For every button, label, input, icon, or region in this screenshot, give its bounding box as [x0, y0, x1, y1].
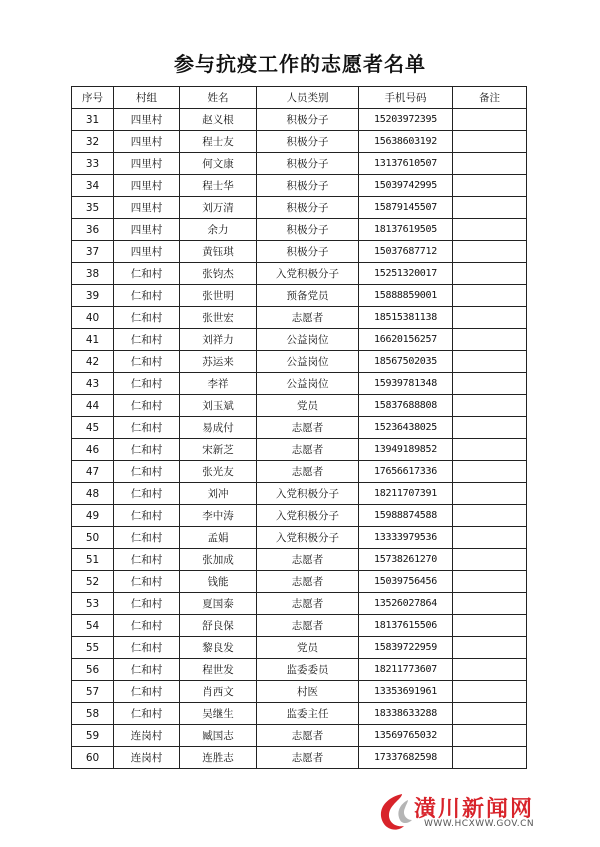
cell-category: 积极分子: [257, 197, 359, 219]
table-row: [72, 505, 527, 527]
cell-village: 仁和村: [114, 549, 180, 571]
cell-phone: 18338633288: [359, 703, 453, 725]
cell-remarks: [453, 439, 527, 461]
cell-remarks: [453, 131, 527, 153]
cell-index: 51: [72, 549, 114, 571]
header-category: 人员类别: [257, 87, 359, 109]
cell-name: 苏运来: [180, 351, 257, 373]
cell-remarks: [453, 637, 527, 659]
table-row: [72, 571, 527, 593]
cell-category: 志愿者: [257, 615, 359, 637]
cell-village: 仁和村: [114, 703, 180, 725]
cell-phone: 18211707391: [359, 483, 453, 505]
cell-name: 宋新芝: [180, 439, 257, 461]
cell-village: 连岗村: [114, 725, 180, 747]
cell-phone: 15939781348: [359, 373, 453, 395]
cell-index: 44: [72, 395, 114, 417]
table-header-row: [72, 87, 527, 109]
cell-village: 仁和村: [114, 505, 180, 527]
volunteer-table: [71, 86, 527, 769]
cell-index: 42: [72, 351, 114, 373]
cell-name: 黄钰琪: [180, 241, 257, 263]
table-row: [72, 527, 527, 549]
cell-name: 张世明: [180, 285, 257, 307]
table-row: [72, 153, 527, 175]
table-row: [72, 439, 527, 461]
table-row: [72, 593, 527, 615]
cell-remarks: [453, 483, 527, 505]
cell-remarks: [453, 285, 527, 307]
cell-name: 李祥: [180, 373, 257, 395]
cell-phone: 18515381138: [359, 307, 453, 329]
cell-category: 志愿者: [257, 725, 359, 747]
cell-phone: 18567502035: [359, 351, 453, 373]
cell-index: 39: [72, 285, 114, 307]
cell-village: 仁和村: [114, 637, 180, 659]
cell-name: 程士华: [180, 175, 257, 197]
cell-phone: 15988874588: [359, 505, 453, 527]
table-row: [72, 725, 527, 747]
cell-phone: 15039742995: [359, 175, 453, 197]
cell-name: 刘冲: [180, 483, 257, 505]
table-row: [72, 307, 527, 329]
table-row: [72, 549, 527, 571]
cell-category: 公益岗位: [257, 373, 359, 395]
cell-category: 志愿者: [257, 549, 359, 571]
cell-index: 59: [72, 725, 114, 747]
cell-remarks: [453, 681, 527, 703]
cell-index: 53: [72, 593, 114, 615]
table-row: [72, 351, 527, 373]
header-remarks: 备注: [453, 87, 527, 109]
cell-phone: 15837688808: [359, 395, 453, 417]
table-row: [72, 109, 527, 131]
cell-name: 孟娟: [180, 527, 257, 549]
cell-village: 四里村: [114, 241, 180, 263]
cell-phone: 18137619505: [359, 219, 453, 241]
site-name: 潢川新闻网: [414, 797, 535, 822]
cell-index: 33: [72, 153, 114, 175]
table-row: [72, 637, 527, 659]
cell-category: 积极分子: [257, 219, 359, 241]
cell-name: 李中涛: [180, 505, 257, 527]
cell-village: 仁和村: [114, 395, 180, 417]
cell-remarks: [453, 571, 527, 593]
cell-category: 党员: [257, 637, 359, 659]
cell-index: 36: [72, 219, 114, 241]
table-row: [72, 285, 527, 307]
cell-index: 55: [72, 637, 114, 659]
cell-category: 志愿者: [257, 417, 359, 439]
cell-name: 夏国泰: [180, 593, 257, 615]
cell-phone: 15879145507: [359, 197, 453, 219]
cell-village: 四里村: [114, 109, 180, 131]
cell-phone: 15888859001: [359, 285, 453, 307]
cell-remarks: [453, 241, 527, 263]
cell-phone: 17337682598: [359, 747, 453, 769]
table-row: [72, 395, 527, 417]
cell-category: 入党积极分子: [257, 527, 359, 549]
cell-category: 志愿者: [257, 571, 359, 593]
cell-category: 积极分子: [257, 241, 359, 263]
cell-name: 张钧杰: [180, 263, 257, 285]
cell-village: 仁和村: [114, 681, 180, 703]
cell-index: 43: [72, 373, 114, 395]
cell-category: 志愿者: [257, 307, 359, 329]
cell-phone: 18137615506: [359, 615, 453, 637]
cell-village: 四里村: [114, 153, 180, 175]
cell-phone: 15037687712: [359, 241, 453, 263]
cell-index: 40: [72, 307, 114, 329]
cell-index: 52: [72, 571, 114, 593]
cell-index: 60: [72, 747, 114, 769]
cell-name: 刘玉斌: [180, 395, 257, 417]
cell-remarks: [453, 329, 527, 351]
table-row: [72, 373, 527, 395]
cell-remarks: [453, 505, 527, 527]
cell-name: 赵义根: [180, 109, 257, 131]
cell-phone: 15039756456: [359, 571, 453, 593]
table-row: [72, 175, 527, 197]
cell-category: 入党积极分子: [257, 483, 359, 505]
cell-remarks: [453, 593, 527, 615]
header-index: 序号: [72, 87, 114, 109]
cell-index: 45: [72, 417, 114, 439]
cell-village: 四里村: [114, 197, 180, 219]
cell-phone: 15251320017: [359, 263, 453, 285]
cell-village: 仁和村: [114, 351, 180, 373]
cell-village: 仁和村: [114, 285, 180, 307]
red-swoosh-logo-icon: [372, 790, 418, 834]
cell-index: 57: [72, 681, 114, 703]
cell-remarks: [453, 307, 527, 329]
cell-remarks: [453, 747, 527, 769]
table-row: [72, 263, 527, 285]
site-watermark: [372, 790, 572, 834]
cell-index: 38: [72, 263, 114, 285]
cell-index: 47: [72, 461, 114, 483]
site-url: WWW.HCXWW.GOV.CN: [424, 819, 535, 829]
cell-name: 易成付: [180, 417, 257, 439]
cell-remarks: [453, 153, 527, 175]
cell-name: 张加成: [180, 549, 257, 571]
cell-phone: 18211773607: [359, 659, 453, 681]
cell-category: 村医: [257, 681, 359, 703]
table-row: [72, 241, 527, 263]
cell-phone: 13526027864: [359, 593, 453, 615]
table-row: [72, 483, 527, 505]
cell-village: 四里村: [114, 131, 180, 153]
cell-remarks: [453, 703, 527, 725]
cell-index: 34: [72, 175, 114, 197]
cell-name: 钱能: [180, 571, 257, 593]
cell-village: 四里村: [114, 219, 180, 241]
cell-phone: 15203972395: [359, 109, 453, 131]
table-row: [72, 417, 527, 439]
cell-village: 仁和村: [114, 615, 180, 637]
cell-category: 党员: [257, 395, 359, 417]
cell-phone: 13333979536: [359, 527, 453, 549]
cell-name: 张世宏: [180, 307, 257, 329]
cell-remarks: [453, 395, 527, 417]
cell-village: 仁和村: [114, 571, 180, 593]
cell-index: 46: [72, 439, 114, 461]
cell-village: 仁和村: [114, 263, 180, 285]
table-row: [72, 131, 527, 153]
cell-name: 肖西文: [180, 681, 257, 703]
cell-remarks: [453, 351, 527, 373]
cell-name: 何文康: [180, 153, 257, 175]
cell-name: 黎良发: [180, 637, 257, 659]
cell-name: 刘万清: [180, 197, 257, 219]
cell-category: 积极分子: [257, 175, 359, 197]
cell-name: 余力: [180, 219, 257, 241]
cell-phone: 15839722959: [359, 637, 453, 659]
cell-name: 连胜志: [180, 747, 257, 769]
cell-village: 四里村: [114, 175, 180, 197]
cell-remarks: [453, 373, 527, 395]
cell-name: 刘祥力: [180, 329, 257, 351]
header-name: 姓名: [180, 87, 257, 109]
cell-village: 仁和村: [114, 659, 180, 681]
cell-category: 积极分子: [257, 153, 359, 175]
cell-index: 31: [72, 109, 114, 131]
cell-remarks: [453, 175, 527, 197]
cell-index: 49: [72, 505, 114, 527]
cell-index: 56: [72, 659, 114, 681]
cell-remarks: [453, 263, 527, 285]
cell-category: 入党积极分子: [257, 505, 359, 527]
cell-village: 仁和村: [114, 439, 180, 461]
cell-category: 公益岗位: [257, 329, 359, 351]
table-row: [72, 659, 527, 681]
cell-category: 志愿者: [257, 593, 359, 615]
cell-index: 50: [72, 527, 114, 549]
cell-village: 仁和村: [114, 329, 180, 351]
cell-name: 程世发: [180, 659, 257, 681]
cell-village: 仁和村: [114, 307, 180, 329]
cell-index: 41: [72, 329, 114, 351]
cell-remarks: [453, 417, 527, 439]
cell-phone: 13137610507: [359, 153, 453, 175]
header-village: 村组: [114, 87, 180, 109]
cell-category: 入党积极分子: [257, 263, 359, 285]
cell-category: 积极分子: [257, 131, 359, 153]
cell-category: 志愿者: [257, 747, 359, 769]
cell-phone: 15738261270: [359, 549, 453, 571]
cell-name: 舒良保: [180, 615, 257, 637]
cell-category: 志愿者: [257, 461, 359, 483]
cell-name: 张光友: [180, 461, 257, 483]
cell-index: 37: [72, 241, 114, 263]
cell-category: 监委委员: [257, 659, 359, 681]
table-row: [72, 681, 527, 703]
cell-phone: 17656617336: [359, 461, 453, 483]
table-row: [72, 747, 527, 769]
table-row: [72, 703, 527, 725]
cell-village: 仁和村: [114, 417, 180, 439]
table-row: [72, 461, 527, 483]
cell-village: 仁和村: [114, 527, 180, 549]
cell-name: 程士友: [180, 131, 257, 153]
cell-remarks: [453, 725, 527, 747]
cell-index: 35: [72, 197, 114, 219]
cell-index: 32: [72, 131, 114, 153]
cell-phone: 13353691961: [359, 681, 453, 703]
header-phone: 手机号码: [359, 87, 453, 109]
table-row: [72, 197, 527, 219]
cell-category: 监委主任: [257, 703, 359, 725]
cell-village: 仁和村: [114, 483, 180, 505]
cell-remarks: [453, 219, 527, 241]
cell-index: 48: [72, 483, 114, 505]
table-row: [72, 615, 527, 637]
cell-phone: 16620156257: [359, 329, 453, 351]
cell-remarks: [453, 549, 527, 571]
cell-category: 公益岗位: [257, 351, 359, 373]
cell-category: 预备党员: [257, 285, 359, 307]
cell-remarks: [453, 109, 527, 131]
cell-phone: 13949189852: [359, 439, 453, 461]
cell-village: 仁和村: [114, 461, 180, 483]
table-row: [72, 219, 527, 241]
cell-village: 仁和村: [114, 373, 180, 395]
cell-category: 志愿者: [257, 439, 359, 461]
cell-phone: 15638603192: [359, 131, 453, 153]
cell-village: 仁和村: [114, 593, 180, 615]
cell-index: 58: [72, 703, 114, 725]
cell-name: 臧国志: [180, 725, 257, 747]
table-row: [72, 329, 527, 351]
cell-remarks: [453, 615, 527, 637]
cell-remarks: [453, 461, 527, 483]
cell-village: 连岗村: [114, 747, 180, 769]
cell-name: 吴继生: [180, 703, 257, 725]
cell-phone: 13569765032: [359, 725, 453, 747]
cell-index: 54: [72, 615, 114, 637]
cell-phone: 15236438025: [359, 417, 453, 439]
cell-remarks: [453, 527, 527, 549]
cell-remarks: [453, 659, 527, 681]
page-title: 参与抗疫工作的志愿者名单: [174, 52, 426, 76]
cell-category: 积极分子: [257, 109, 359, 131]
cell-remarks: [453, 197, 527, 219]
